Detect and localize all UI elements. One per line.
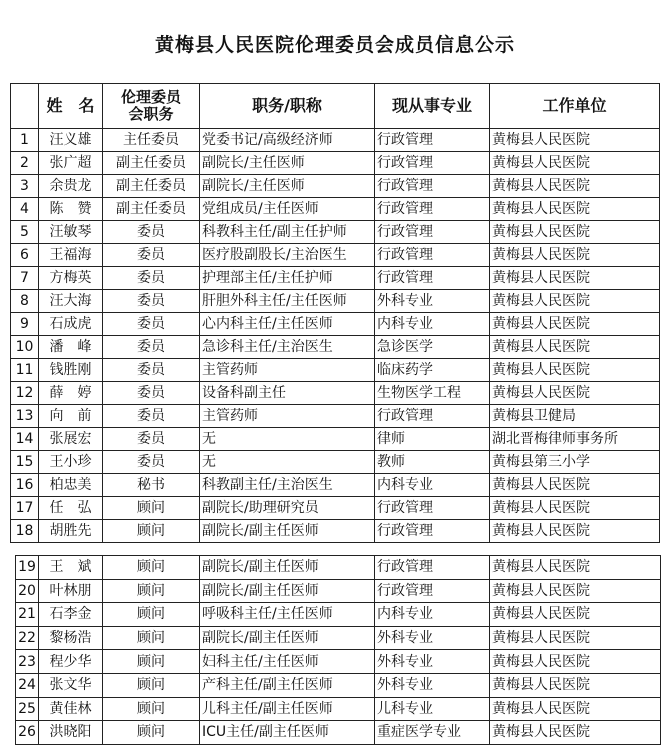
member-position: 科教副主任/主治医生 xyxy=(200,474,375,497)
member-workplace: 黄梅县人民医院 xyxy=(490,556,661,580)
row-index: 1 xyxy=(11,129,39,152)
member-name: 任 弘 xyxy=(39,497,103,520)
table-row xyxy=(16,603,661,627)
member-name: 方梅英 xyxy=(39,267,103,290)
member-position: 党组成员/主任医师 xyxy=(200,198,375,221)
member-name: 叶林朋 xyxy=(39,579,103,603)
member-workplace: 黄梅县人民医院 xyxy=(490,382,660,405)
header-role-line1: 伦理委员 xyxy=(120,88,181,106)
member-position: 心内科主任/主任医师 xyxy=(200,313,375,336)
table-row xyxy=(11,405,660,428)
member-specialty: 行政管理 xyxy=(375,579,490,603)
member-position: 副院长/副主任医师 xyxy=(200,556,375,580)
member-position: 妇科主任/主任医师 xyxy=(200,650,375,674)
member-role: 顾问 xyxy=(103,579,200,603)
header-name: 姓 名 xyxy=(39,84,103,129)
table-row xyxy=(11,474,660,497)
member-workplace: 黄梅县人民医院 xyxy=(490,497,660,520)
member-specialty: 内科专业 xyxy=(375,313,490,336)
member-workplace: 黄梅县人民医院 xyxy=(490,626,661,650)
member-name: 张文华 xyxy=(39,673,103,697)
member-position: 科教科主任/副主任护师 xyxy=(200,221,375,244)
member-name: 王小珍 xyxy=(39,451,103,474)
member-name: 柏忠美 xyxy=(39,474,103,497)
member-workplace: 黄梅县人民医院 xyxy=(490,603,661,627)
member-role: 委员 xyxy=(103,405,200,428)
row-index: 4 xyxy=(11,198,39,221)
member-position: 副院长/副主任医师 xyxy=(200,520,375,543)
member-specialty: 外科专业 xyxy=(375,673,490,697)
row-index: 14 xyxy=(11,428,39,451)
member-specialty: 外科专业 xyxy=(375,650,490,674)
member-specialty: 儿科专业 xyxy=(375,697,490,721)
row-index: 2 xyxy=(11,152,39,175)
member-workplace: 黄梅县卫健局 xyxy=(490,405,660,428)
row-index: 15 xyxy=(11,451,39,474)
document-title: 黄梅县人民医院伦理委员会成员信息公示 xyxy=(154,34,515,56)
member-name: 石成虎 xyxy=(39,313,103,336)
table-row xyxy=(11,152,660,175)
table-row xyxy=(11,290,660,313)
row-index: 16 xyxy=(11,474,39,497)
member-specialty: 教师 xyxy=(375,451,490,474)
member-specialty: 临床药学 xyxy=(375,359,490,382)
row-index: 22 xyxy=(16,626,39,650)
table-row xyxy=(16,626,661,650)
member-workplace: 黄梅县人民医院 xyxy=(490,313,660,336)
member-role: 顾问 xyxy=(103,673,200,697)
member-workplace: 黄梅县人民医院 xyxy=(490,244,660,267)
member-workplace: 黄梅县人民医院 xyxy=(490,175,660,198)
row-index: 12 xyxy=(11,382,39,405)
member-role: 顾问 xyxy=(103,520,200,543)
table-row xyxy=(11,313,660,336)
member-position: 副院长/副主任医师 xyxy=(200,626,375,650)
member-specialty: 行政管理 xyxy=(375,497,490,520)
member-workplace: 湖北晋梅律师事务所 xyxy=(490,428,660,451)
member-specialty: 内科专业 xyxy=(375,603,490,627)
member-specialty: 律师 xyxy=(375,428,490,451)
row-index: 26 xyxy=(16,721,39,745)
member-name: 王福海 xyxy=(39,244,103,267)
table-row xyxy=(11,359,660,382)
member-name: 张展宏 xyxy=(39,428,103,451)
member-role: 顾问 xyxy=(103,497,200,520)
member-position: 急诊科主任/主治医生 xyxy=(200,336,375,359)
header-index xyxy=(11,84,39,129)
table-row xyxy=(16,721,661,745)
row-index: 24 xyxy=(16,673,39,697)
row-index: 21 xyxy=(16,603,39,627)
member-role: 委员 xyxy=(103,382,200,405)
member-role: 顾问 xyxy=(103,721,200,745)
member-specialty: 行政管理 xyxy=(375,152,490,175)
member-role: 委员 xyxy=(103,244,200,267)
member-name: 黎杨浩 xyxy=(39,626,103,650)
member-specialty: 行政管理 xyxy=(375,221,490,244)
member-position: 设备科副主任 xyxy=(200,382,375,405)
members-table xyxy=(10,83,660,543)
member-role: 委员 xyxy=(103,336,200,359)
table-row xyxy=(11,129,660,152)
member-name: 张广超 xyxy=(39,152,103,175)
members-table-continued xyxy=(15,555,661,745)
table-row xyxy=(16,579,661,603)
row-index: 10 xyxy=(11,336,39,359)
member-position: 护理部主任/主任护师 xyxy=(200,267,375,290)
row-index: 8 xyxy=(11,290,39,313)
table-header-row xyxy=(11,84,660,129)
table-row xyxy=(11,267,660,290)
table-row xyxy=(11,336,660,359)
member-specialty: 行政管理 xyxy=(375,267,490,290)
table-row xyxy=(11,175,660,198)
row-index: 5 xyxy=(11,221,39,244)
member-position: 儿科主任/副主任医师 xyxy=(200,697,375,721)
member-name: 余贵龙 xyxy=(39,175,103,198)
member-workplace: 黄梅县人民医院 xyxy=(490,721,661,745)
member-role: 副主任委员 xyxy=(103,175,200,198)
row-index: 11 xyxy=(11,359,39,382)
member-role: 顾问 xyxy=(103,603,200,627)
member-role: 主任委员 xyxy=(103,129,200,152)
row-index: 18 xyxy=(11,520,39,543)
member-role: 委员 xyxy=(103,267,200,290)
header-workplace: 工作单位 xyxy=(490,84,660,129)
member-position: 副院长/助理研究员 xyxy=(200,497,375,520)
row-index: 17 xyxy=(11,497,39,520)
row-index: 25 xyxy=(16,697,39,721)
member-position: 副院长/副主任医师 xyxy=(200,579,375,603)
member-name: 黄佳林 xyxy=(39,697,103,721)
member-workplace: 黄梅县人民医院 xyxy=(490,267,660,290)
member-position: 无 xyxy=(200,428,375,451)
member-role: 委员 xyxy=(103,451,200,474)
member-role: 副主任委员 xyxy=(103,198,200,221)
member-specialty: 生物医学工程 xyxy=(375,382,490,405)
row-index: 6 xyxy=(11,244,39,267)
member-role: 顾问 xyxy=(103,626,200,650)
member-name: 薛 婷 xyxy=(39,382,103,405)
member-role: 委员 xyxy=(103,313,200,336)
member-position: 主管药师 xyxy=(200,359,375,382)
member-name: 王 斌 xyxy=(39,556,103,580)
table-row xyxy=(11,382,660,405)
member-workplace: 黄梅县人民医院 xyxy=(490,579,661,603)
member-position: 副院长/主任医师 xyxy=(200,152,375,175)
table-row xyxy=(11,221,660,244)
member-specialty: 行政管理 xyxy=(375,198,490,221)
member-specialty: 外科专业 xyxy=(375,626,490,650)
member-position: 副院长/主任医师 xyxy=(200,175,375,198)
member-specialty: 行政管理 xyxy=(375,129,490,152)
row-index: 20 xyxy=(16,579,39,603)
table-row xyxy=(16,650,661,674)
member-specialty: 行政管理 xyxy=(375,405,490,428)
member-name: 汪义雄 xyxy=(39,129,103,152)
member-workplace: 黄梅县人民医院 xyxy=(490,152,660,175)
member-role: 顾问 xyxy=(103,650,200,674)
member-workplace: 黄梅县人民医院 xyxy=(490,129,660,152)
header-role xyxy=(103,84,200,129)
table-row xyxy=(11,244,660,267)
member-specialty: 急诊医学 xyxy=(375,336,490,359)
row-index: 13 xyxy=(11,405,39,428)
member-name: 程少华 xyxy=(39,650,103,674)
table-row xyxy=(16,697,661,721)
member-workplace: 黄梅县人民医院 xyxy=(490,221,660,244)
table-row xyxy=(11,497,660,520)
member-role: 委员 xyxy=(103,221,200,244)
member-role: 顾问 xyxy=(103,697,200,721)
member-role: 委员 xyxy=(103,428,200,451)
member-name: 汪大海 xyxy=(39,290,103,313)
row-index: 23 xyxy=(16,650,39,674)
member-specialty: 行政管理 xyxy=(375,244,490,267)
member-role: 委员 xyxy=(103,290,200,313)
member-name: 石李金 xyxy=(39,603,103,627)
member-position: 医疗股副股长/主治医生 xyxy=(200,244,375,267)
member-workplace: 黄梅县人民医院 xyxy=(490,697,661,721)
member-specialty: 行政管理 xyxy=(375,175,490,198)
row-index: 3 xyxy=(11,175,39,198)
member-workplace: 黄梅县人民医院 xyxy=(490,673,661,697)
member-name: 洪晓阳 xyxy=(39,721,103,745)
member-workplace: 黄梅县人民医院 xyxy=(490,650,661,674)
members-table-continued-body xyxy=(16,556,661,745)
member-position: ICU主任/副主任医师 xyxy=(200,721,375,745)
table-row xyxy=(11,198,660,221)
member-workplace: 黄梅县人民医院 xyxy=(490,520,660,543)
row-index: 9 xyxy=(11,313,39,336)
member-position: 无 xyxy=(200,451,375,474)
member-role: 委员 xyxy=(103,359,200,382)
table-row xyxy=(16,556,661,580)
row-index: 19 xyxy=(16,556,39,580)
member-position: 产科主任/副主任医师 xyxy=(200,673,375,697)
member-specialty: 外科专业 xyxy=(375,290,490,313)
member-specialty: 重症医学专业 xyxy=(375,721,490,745)
member-workplace: 黄梅县人民医院 xyxy=(490,336,660,359)
member-position: 呼吸科主任/主任医师 xyxy=(200,603,375,627)
member-name: 向 前 xyxy=(39,405,103,428)
row-index: 7 xyxy=(11,267,39,290)
member-name: 陈 赞 xyxy=(39,198,103,221)
member-specialty: 行政管理 xyxy=(375,520,490,543)
member-name: 汪敏琴 xyxy=(39,221,103,244)
table-row xyxy=(11,451,660,474)
member-specialty: 内科专业 xyxy=(375,474,490,497)
member-specialty: 行政管理 xyxy=(375,556,490,580)
member-role: 副主任委员 xyxy=(103,152,200,175)
member-position: 党委书记/高级经济师 xyxy=(200,129,375,152)
member-name: 钱胜刚 xyxy=(39,359,103,382)
member-workplace: 黄梅县人民医院 xyxy=(490,198,660,221)
table-row xyxy=(16,673,661,697)
member-position: 肝胆外科主任/主任医师 xyxy=(200,290,375,313)
member-workplace: 黄梅县人民医院 xyxy=(490,290,660,313)
member-position: 主管药师 xyxy=(200,405,375,428)
members-table-body xyxy=(11,129,660,543)
table-row xyxy=(11,428,660,451)
header-position: 职务/职称 xyxy=(200,84,375,129)
header-specialty: 现从事专业 xyxy=(375,84,490,129)
member-name: 胡胜先 xyxy=(39,520,103,543)
header-role-line2: 会职务 xyxy=(128,105,174,123)
member-name: 潘 峰 xyxy=(39,336,103,359)
member-workplace: 黄梅县人民医院 xyxy=(490,474,660,497)
table-row xyxy=(11,520,660,543)
member-workplace: 黄梅县第三小学 xyxy=(490,451,660,474)
member-role: 顾问 xyxy=(103,556,200,580)
member-role: 秘书 xyxy=(103,474,200,497)
member-workplace: 黄梅县人民医院 xyxy=(490,359,660,382)
